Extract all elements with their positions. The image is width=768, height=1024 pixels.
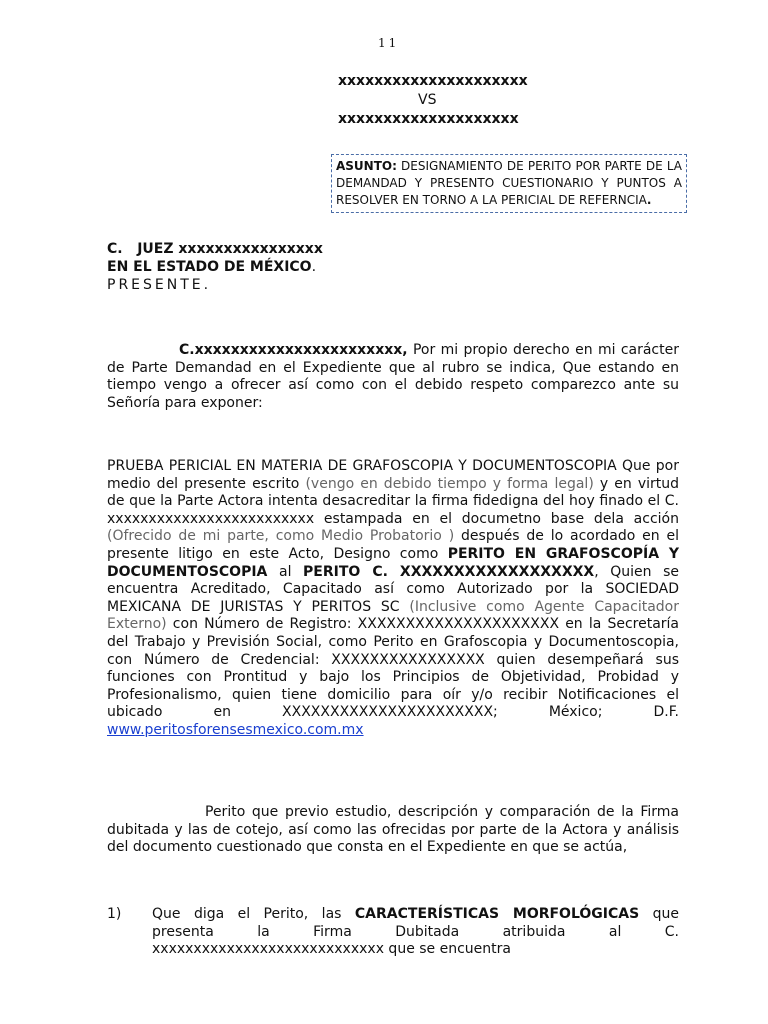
- question-bold: CARACTERÍSTICAS MORFOLÓGICAS: [354, 906, 640, 922]
- question-text-1: Que diga el Perito, las: [152, 906, 355, 922]
- evidence-paragraph: [107, 458, 679, 740]
- evidence-expert-type: PERITO EN GRAFOSCOPÍA Y DOCUMENTOSCOPIA: [107, 545, 679, 580]
- subject-text: DESIGNAMIENTO DE PERITO POR PARTE DE LA DEMANDAD Y PRESENTO CUESTIONARIO Y PUNTOS A RESOLVER EN TORNO A LA PERICIAL DE REFERNCIA: [336, 159, 682, 207]
- addressee-state-end: .: [311, 259, 317, 275]
- question-number: 1): [107, 906, 122, 922]
- addressee-judge: C. JUEZ xxxxxxxxxxxxxxxx: [107, 241, 323, 257]
- intro-name: C.xxxxxxxxxxxxxxxxxxxxxxx,: [179, 342, 408, 358]
- evidence-text-3: después de lo acordado en el presente litigo en este Acto, Designo como: [107, 528, 679, 562]
- page-number: 11: [378, 36, 400, 50]
- versus-label: VS: [418, 92, 437, 108]
- addressee-state-line: [107, 258, 527, 276]
- evidence-expert-name: PERITO C. XXXXXXXXXXXXXXXXXX: [303, 563, 595, 580]
- addressee-block: [107, 240, 527, 294]
- evidence-text-2: y en virtud de que la Parte Actora intenta desacreditar la firma fidedigna del hoy finado el C. xxxxxxxxxxxxxxxxxxxxxxxxx estampada en el documetno base dela acción: [107, 475, 680, 527]
- evidence-note-1: (vengo en debido tiempo y forma legal): [305, 475, 594, 492]
- party-a: xxxxxxxxxxxxxxxxxxxxx: [338, 73, 528, 89]
- party-b: xxxxxxxxxxxxxxxxxxxx: [338, 111, 519, 127]
- evidence-note-2: (Ofrecido de mi parte, como Medio Probatorio ): [107, 528, 455, 545]
- intro-text: Por mi propio derecho en mi carácter de Parte Demandad en el Expediente que al rubro se indica, Que estando en tiempo vengo a ofrecer así como con el debido respeto comparezco ante su Señoría para exponer:: [107, 342, 679, 411]
- subject-end: .: [646, 193, 652, 207]
- evidence-text-1: PRUEBA PERICIAL EN MATERIA DE GRAFOSCOPIA Y DOCUMENTOSCOPIA Que por medio del presente escrito: [107, 458, 679, 492]
- question-item-1: [107, 906, 679, 959]
- subject-label: ASUNTO:: [336, 159, 397, 173]
- evidence-text-5: , Quien se encuentra Acreditado, Capacitado así como Autorizado por la SOCIEDAD MEXICANA DE JURISTAS Y PERITOS SC: [107, 563, 680, 615]
- evidence-text-4: al: [267, 563, 304, 580]
- question-text: [152, 906, 679, 959]
- intro-paragraph: [107, 342, 679, 412]
- subject-box: [331, 154, 687, 213]
- case-parties: [338, 72, 588, 129]
- addressee-presente: PRESENTE.: [107, 277, 212, 293]
- addressee-state: EN EL ESTADO DE MÉXICO: [107, 259, 312, 275]
- evidence-text-6: con Número de Registro: XXXXXXXXXXXXXXXXXXXXX en la Secretaría del Trabajo y Previsión Social, como Perito en Grafoscopia y Documentoscopia, con Número de Credencial: XXXXXXXXXXXXXXXX quien desempeñará sus funciones con Prontitud y bajo los Principios de Objetividad, Probidad y Profesionalismo, quien tiene domicilio para oír y/o recibir Notificaciones el ubicado en XXXXXXXXXXXXXXXXXXXXXX; México; D.F.: [107, 616, 679, 721]
- expert-study-paragraph: Perito que previo estudio, descripción y comparación de la Firma dubitada y las de cotejo, así como las ofrecidas por parte de la Actora y análisis del documento cuestionado que consta en el Expediente en que se actúa,: [107, 804, 679, 856]
- evidence-note-3: (Inclusive como Agente Capacitador Externo): [107, 598, 679, 633]
- website-link[interactable]: www.peritosforensesmexico.com.mx: [107, 721, 364, 738]
- question-text-2: que presenta la Firma Dubitada atribuida al C. xxxxxxxxxxxxxxxxxxxxxxxxxxxx que se encuentra: [152, 906, 679, 958]
